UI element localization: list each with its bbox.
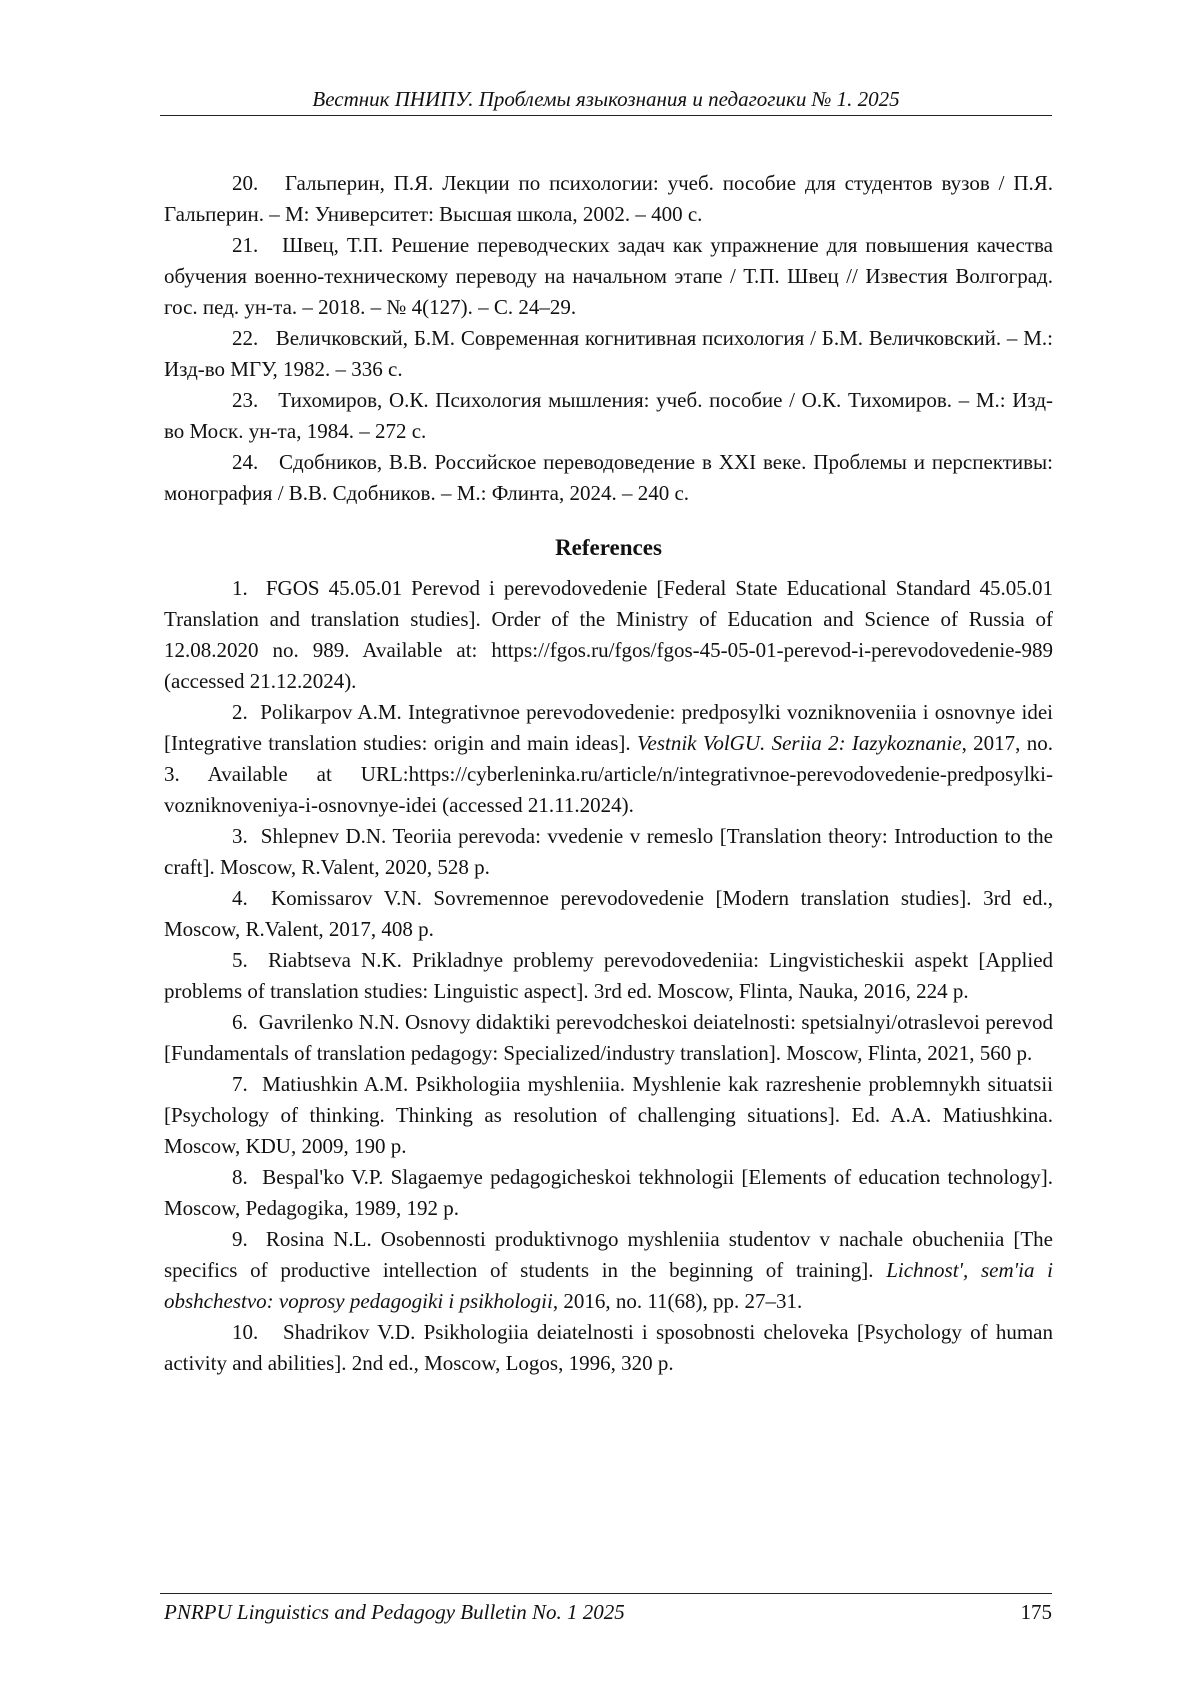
reference-entry-en-7 — [164, 1069, 1053, 1162]
reference-text: Shadrikov V.D. Psikhologiia deiatelnosti i sposobnosti cheloveka [Psychology of human activity and abilities]. 2nd ed., Moscow, Logos, 1996, 320 p. — [164, 1320, 1053, 1375]
reference-entry-en-1 — [164, 573, 1053, 697]
reference-number: 2. — [232, 700, 248, 724]
reference-number: 24. — [232, 450, 258, 474]
reference-entry-21 — [164, 230, 1053, 323]
reference-number: 1. — [232, 576, 248, 600]
running-head: Вестник ПНИПУ. Проблемы языкознания и педагогики № 1. 2025 — [160, 86, 1052, 112]
reference-text: Polikarpov A.M. Integrativnoe perevodovedenie: predposylki vozniknoveniia i osnovnye idei [Integrative translation studies: origin and main ideas]. — [164, 700, 1053, 755]
references-heading: References — [164, 532, 1053, 563]
reference-text: Швец, Т.П. Решение переводческих задач как упражнение для повышения качества обучения военно-техническому переводу на начальном этапе / Т.П. Швец // Известия Волгоград. гос. пед. ун-та. – 2018. – № 4(127). – С. 24–29. — [164, 233, 1053, 319]
reference-number: 8. — [232, 1165, 248, 1189]
reference-entry-en-2 — [164, 697, 1053, 821]
page-body — [164, 168, 1053, 1379]
reference-number: 4. — [232, 886, 248, 910]
reference-number: 21. — [232, 233, 258, 257]
reference-text-tail: , 2016, no. 11(68), pp. 27–31. — [553, 1289, 802, 1313]
page-number: 175 — [1021, 1598, 1053, 1626]
reference-number: 7. — [232, 1072, 248, 1096]
reference-text: Тихомиров, О.К. Психология мышления: учеб. пособие / О.К. Тихомиров. – М.: Изд-во Моск. ун-та, 1984. – 272 с. — [164, 388, 1053, 443]
reference-text: Gavrilenko N.N. Osnovy didaktiki perevodcheskoi deiatelnosti: spetsialnyi/otraslevoi perevod [Fundamentals of translation pedagogy: Specialized/industry translation]. Moscow, Flinta, 2021, 560 p. — [164, 1010, 1053, 1065]
reference-entry-23 — [164, 385, 1053, 447]
reference-entry-en-4 — [164, 883, 1053, 945]
reference-text: Riabtseva N.K. Prikladnye problemy perevodovedeniia: Lingvisticheskii aspekt [Applied problems of translation studies: Linguistic aspect]. 3rd ed. Moscow, Flinta, Nauka, 2016, 224 p. — [164, 948, 1053, 1003]
reference-entry-en-8 — [164, 1162, 1053, 1224]
reference-number: 9. — [232, 1227, 248, 1251]
reference-text: Shlepnev D.N. Teoriia perevoda: vvedenie v remeslo [Translation theory: Introduction to the craft]. Moscow, R.Valent, 2020, 528 p. — [164, 824, 1053, 879]
reference-number: 22. — [232, 326, 258, 350]
reference-text-tail: , 2017, no. 3. Available at URL:https://cyberleninka.ru/article/n/integrativnoe-perevodovedenie-predposylki-vozniknoveniya-i-osnovnye-idei (accessed 21.11.2024). — [164, 731, 1053, 817]
reference-text: Matiushkin A.M. Psikhologiia myshleniia. Myshlenie kak razreshenie problemnykh situatsii [Psychology of thinking. Thinking as resolution of challenging situations]. Ed. A.A. Matiushkina. Moscow, KDU, 2009, 190 p. — [164, 1072, 1053, 1158]
reference-text: Гальперин, П.Я. Лекции по психологии: учеб. пособие для студентов вузов / П.Я. Гальперин. – М: Университет: Высшая школа, 2002. – 400 с. — [164, 171, 1053, 226]
reference-text: Bespal'ko V.P. Slagaemye pedagogicheskoi tekhnologii [Elements of education technology]. Moscow, Pedagogika, 1989, 192 p. — [164, 1165, 1053, 1220]
journal-title: Lichnost', sem'ia i obshchestvo: voprosy pedagogiki i psikhologii — [164, 1258, 1053, 1313]
footer-divider — [160, 1593, 1052, 1594]
reference-number: 6. — [232, 1010, 248, 1034]
reference-entry-en-6 — [164, 1007, 1053, 1069]
reference-text: Сдобников, В.В. Российское переводоведение в XXI веке. Проблемы и перспективы: монография / В.В. Сдобников. – М.: Флинта, 2024. – 240 с. — [164, 450, 1053, 505]
reference-number: 5. — [232, 948, 248, 972]
reference-text: Komissarov V.N. Sovremennoe perevodovedenie [Modern translation studies]. 3rd ed., Moscow, R.Valent, 2017, 408 p. — [164, 886, 1053, 941]
reference-entry-22 — [164, 323, 1053, 385]
reference-text: Rosina N.L. Osobennosti produktivnogo myshleniia studentov v nachale obucheniia [The specifics of productive intellection of students in the beginning of training]. — [164, 1227, 1053, 1282]
header-divider — [160, 115, 1052, 116]
reference-number: 3. — [232, 824, 248, 848]
reference-number: 10. — [232, 1320, 258, 1344]
reference-entry-24 — [164, 447, 1053, 509]
journal-title: Vestnik VolGU. Seriia 2: Iazykoznanie — [637, 731, 962, 755]
reference-entry-20 — [164, 168, 1053, 230]
reference-number: 23. — [232, 388, 258, 412]
reference-text: Величковский, Б.М. Современная когнитивная психология / Б.М. Величковский. – М.: Изд-во МГУ, 1982. – 336 с. — [164, 326, 1053, 381]
page-footer — [164, 1598, 1052, 1626]
reference-text: FGOS 45.05.01 Perevod i perevodovedenie [Federal State Educational Standard 45.05.01 Translation and translation studies]. Order of the Ministry of Education and Science of Russia of 12.08.2020 no. 989. Available at: https://fgos.ru/fgos/fgos-45-05-01-perevod-i-perevodovedenie-989 (accessed 21.12.2024). — [164, 576, 1053, 693]
reference-entry-en-3 — [164, 821, 1053, 883]
reference-entry-en-9 — [164, 1224, 1053, 1317]
reference-number: 20. — [232, 171, 258, 195]
footer-journal-title: PNRPU Linguistics and Pedagogy Bulletin No. 1 2025 — [164, 1600, 625, 1624]
reference-entry-en-10 — [164, 1317, 1053, 1379]
reference-entry-en-5 — [164, 945, 1053, 1007]
